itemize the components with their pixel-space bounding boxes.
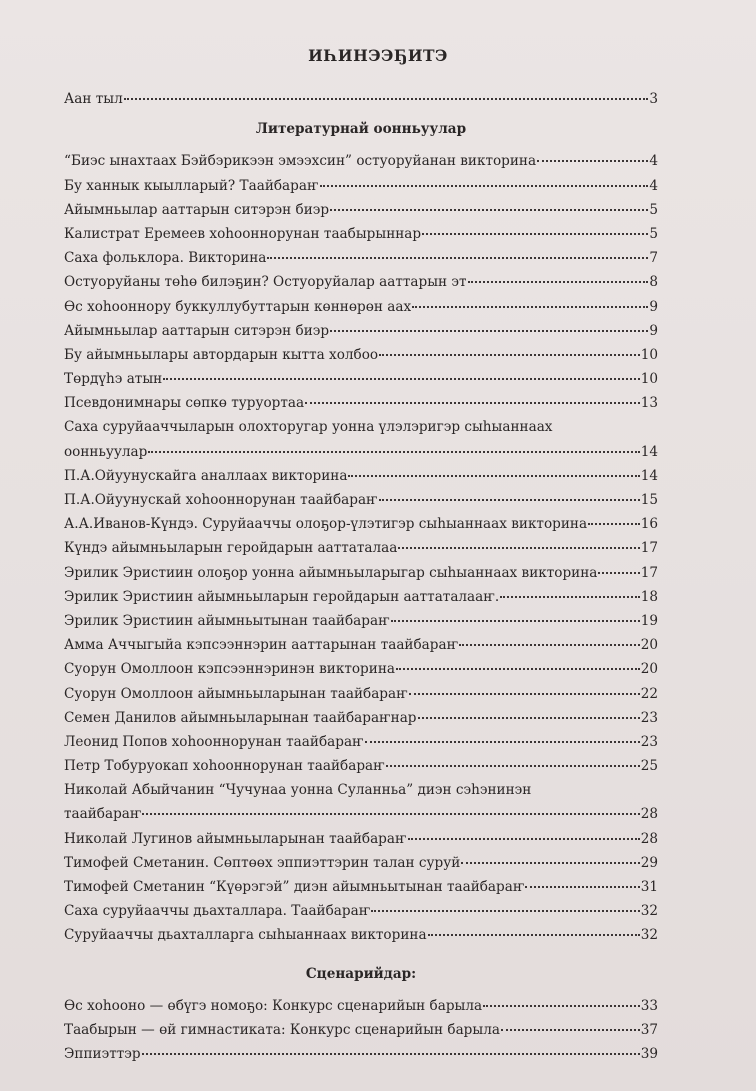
- dot-leader: [386, 765, 640, 767]
- dot-leader: [365, 741, 640, 743]
- toc-entry-page: 13: [640, 395, 658, 412]
- dot-leader: [330, 209, 648, 211]
- dot-leader: [461, 862, 639, 864]
- toc-entry-page: 20: [640, 637, 658, 654]
- toc-entry-page: 9: [649, 298, 658, 315]
- toc-entry-page: 17: [640, 540, 658, 557]
- dot-leader: [408, 838, 640, 840]
- toc-entry-page: 10: [640, 346, 658, 363]
- toc-entry-text: оонньуулар: [64, 443, 148, 460]
- toc-entry-text: Өс хоһооно — өбүгэ номоҕо: Конкурс сценарийын барыла: [64, 997, 483, 1014]
- toc-entry-line1[interactable]: [64, 415, 658, 439]
- dot-leader: [163, 378, 639, 380]
- toc-entry[interactable]: [64, 512, 658, 536]
- toc-entry[interactable]: [64, 851, 658, 875]
- toc-entry-text: Эрилик Эристиин айымньыларын геройдарын ааттаталааҥ.: [64, 588, 500, 605]
- toc-entry-text: Саха фольклора. Викторина: [64, 250, 267, 267]
- toc-entry[interactable]: [64, 222, 658, 246]
- toc-entry-page: 23: [640, 733, 658, 750]
- toc-entry-page: 4: [649, 153, 658, 170]
- section-items: [64, 994, 658, 1067]
- dot-leader: [348, 475, 639, 477]
- toc-entry[interactable]: [64, 319, 658, 343]
- toc-entry[interactable]: [64, 367, 658, 391]
- toc-entry-text: П.А.Ойуунускайга аналлаах викторина: [64, 467, 348, 484]
- toc-entry-text: А.А.Иванов-Күндэ. Суруйааччы олоҕор-үлэтигэр сыһыаннаах викторина: [64, 516, 588, 533]
- dot-leader: [418, 717, 640, 719]
- toc-entry-page: 20: [640, 661, 658, 678]
- toc-entry-text: П.А.Ойуунускай хоһооннорунан таайбараҥ: [64, 492, 378, 508]
- toc-entry-text: Саха суруйааччыларын олохторугар уонна үлэлэригэр сыһыаннаах: [64, 419, 553, 436]
- toc-entry[interactable]: [64, 246, 658, 270]
- page-title: ИҺИНЭЭҔИТЭ: [308, 46, 448, 65]
- dot-leader: [409, 693, 640, 695]
- dot-leader: [483, 1005, 640, 1007]
- toc-entry-text: Суорун Омоллоон кэпсээннэринэн викторина: [64, 661, 395, 678]
- toc-entry-text: Остуоруйаны төһө билэҕин? Остуоруйалар ааттарын эт: [64, 274, 467, 291]
- dot-leader: [142, 1053, 640, 1055]
- toc-entry-page: 25: [640, 758, 658, 775]
- dot-leader: [500, 596, 640, 598]
- toc-entry-text: Эрилик Эристиин айымньытынан таайбараҥ: [64, 612, 390, 629]
- toc-entry[interactable]: [64, 561, 658, 585]
- toc-entry[interactable]: [64, 536, 658, 560]
- dot-leader: [330, 330, 648, 332]
- toc-entry-page: 8: [649, 274, 658, 291]
- toc-entry[interactable]: [64, 174, 658, 198]
- toc-entry-page: 18: [640, 588, 658, 605]
- toc-entry-text: Күндэ айымньыларын геройдарын ааттаталаа: [64, 540, 398, 557]
- toc-entry[interactable]: [64, 1018, 658, 1042]
- section-items: [64, 149, 658, 947]
- table-of-contents: [64, 87, 658, 1066]
- toc-entry[interactable]: [64, 198, 658, 222]
- dot-leader: [379, 499, 640, 501]
- toc-entry[interactable]: [64, 657, 658, 681]
- toc-entry-text: Петр Тобуруокап хоһооннорунан таайбараҥ: [64, 758, 385, 775]
- toc-entry-text: Төрдүһэ атын: [64, 371, 163, 388]
- toc-entry[interactable]: [64, 609, 658, 633]
- toc-entry[interactable]: [64, 464, 658, 488]
- toc-entry-page: 33: [640, 997, 658, 1014]
- dot-leader: [305, 402, 640, 404]
- section-heading: Сценарийдар:: [305, 965, 417, 982]
- toc-entry-text: Айымньылар ааттарын ситэрэн биэр: [64, 201, 330, 218]
- dot-leader: [588, 523, 640, 525]
- dot-leader: [148, 451, 639, 453]
- toc-entry[interactable]: [64, 633, 658, 657]
- toc-entry-text: Тимофей Сметанин “Күөрэгэй” диэн айымньытынан таайбараҥ: [64, 879, 525, 895]
- toc-entry[interactable]: [64, 440, 658, 464]
- toc-entry[interactable]: [64, 488, 658, 512]
- toc-entry-text: Тимофей Сметанин. Сөптөөх эппиэттэрин талан суруй: [64, 854, 461, 871]
- toc-entry-page: 7: [649, 250, 658, 267]
- toc-entry-text: Бу ханнык кыылларый? Таайбараҥ: [64, 177, 319, 194]
- toc-entry-text: Эппиэттэр: [64, 1046, 141, 1063]
- toc-entry-page: 23: [640, 709, 658, 726]
- toc-entry-page: 14: [640, 443, 658, 460]
- toc-entry-page: 19: [640, 612, 658, 629]
- toc-entry[interactable]: [64, 295, 658, 319]
- toc-entry[interactable]: [64, 899, 658, 923]
- toc-entry-page: 37: [640, 1021, 658, 1038]
- toc-entry[interactable]: [64, 682, 658, 706]
- dot-leader: [422, 233, 648, 235]
- dot-leader: [396, 668, 640, 670]
- toc-entry[interactable]: [64, 875, 658, 899]
- toc-entry[interactable]: [64, 585, 658, 609]
- toc-entry[interactable]: [64, 706, 658, 730]
- toc-entry-text: Николай Абыйчанин “Чучунаа уонна Суланньа” диэн сэһэнинэн: [64, 782, 532, 799]
- toc-entry-text: “Биэс ынахтаах Бэйбэрикээн эмээхсин” остуоруйанан викторина: [64, 153, 537, 170]
- dot-leader: [459, 644, 640, 646]
- toc-entry[interactable]: [64, 270, 658, 294]
- toc-entry-text: Аан тыл: [64, 91, 123, 107]
- toc-entry-page: 32: [640, 927, 658, 944]
- toc-entry[interactable]: [64, 923, 658, 947]
- dot-leader: [501, 1029, 640, 1031]
- toc-entry-page: 3: [649, 91, 658, 107]
- toc-entry-page: 17: [640, 564, 658, 581]
- toc-entry-text: Суорун Омоллоон айымньыларынан таайбараҥ: [64, 685, 408, 702]
- toc-entry-page: 5: [649, 201, 658, 218]
- toc-entry-text: Леонид Попов хоһооннорунан таайбараҥ: [64, 733, 364, 750]
- dot-leader: [379, 354, 640, 356]
- dot-leader: [537, 160, 648, 162]
- toc-entry-text: Псевдонимнары сөпкө туруортаа: [64, 395, 305, 412]
- toc-entry-text: Суруйааччы дьахталларга сыһыаннаах викторина: [64, 927, 427, 944]
- section-heading: Литературнай оонньуулар: [255, 121, 467, 138]
- toc-entry[interactable]: [64, 827, 658, 851]
- toc-entry-text: Айымньылар ааттарын ситэрэн биэр: [64, 322, 330, 339]
- toc-entry-page: 5: [649, 225, 658, 242]
- toc-entry-page: 39: [640, 1046, 658, 1063]
- toc-entry[interactable]: [64, 802, 658, 826]
- toc-entry-page: 29: [640, 854, 658, 871]
- dot-leader: [598, 572, 639, 574]
- dot-leader: [267, 257, 648, 259]
- toc-entry-text: Өс хоһооннору буккуллубуттарын көннөрөн аах: [64, 298, 412, 315]
- toc-entry-page: 31: [640, 879, 658, 895]
- toc-entry-text: Николай Лугинов айымньыларынан таайбараҥ: [64, 830, 407, 847]
- toc-entry-intro[interactable]: [64, 87, 658, 111]
- toc-entry-text: Калистрат Еремеев хоһооннорунан таабырыннар: [64, 225, 422, 242]
- toc-entry-text: Семен Данилов айымньыларынан таайбараҥнар: [64, 709, 417, 726]
- dot-leader: [468, 281, 649, 283]
- toc-entry-page: 9: [649, 322, 658, 339]
- toc-entry[interactable]: [64, 149, 658, 173]
- toc-entry[interactable]: [64, 994, 658, 1018]
- toc-entry-text: Таабырын — өй гимнастиката: Конкурс сценарийын барыла: [64, 1021, 500, 1038]
- toc-entry[interactable]: [64, 391, 658, 415]
- dot-leader: [371, 910, 639, 912]
- dot-leader: [428, 934, 640, 936]
- toc-entry-page: 15: [640, 492, 658, 508]
- dot-leader: [412, 306, 648, 308]
- toc-entry-page: 22: [640, 685, 658, 702]
- toc-entry-page: 28: [640, 806, 658, 823]
- toc-entry-page: 32: [640, 903, 658, 920]
- toc-entry-text: Саха суруйааччы дьахталлара. Таайбараҥ: [64, 903, 371, 920]
- toc-entry-text: таайбараҥ: [64, 806, 142, 823]
- dot-leader: [525, 886, 639, 888]
- toc-entry-page: 10: [640, 371, 658, 388]
- toc-entry-page: 14: [640, 467, 658, 484]
- dot-leader: [142, 813, 639, 815]
- toc-entry-text: Эрилик Эристиин олоҕор уонна айымньыларыгар сыһыаннаах викторина: [64, 564, 598, 581]
- dot-leader: [124, 98, 649, 100]
- toc-entry-page: 4: [649, 177, 658, 194]
- dot-leader: [391, 620, 640, 622]
- toc-entry[interactable]: [64, 754, 658, 778]
- toc-entry-page: 28: [640, 830, 658, 847]
- toc-entry[interactable]: [64, 1042, 658, 1066]
- dot-leader: [398, 547, 639, 549]
- toc-entry[interactable]: [64, 730, 658, 754]
- toc-entry-page: 16: [640, 516, 658, 533]
- toc-entry-text: Бу айымньылары автордарын кытта холбоо: [64, 346, 379, 363]
- toc-entry-text: Амма Аччыгыйа кэпсээннэрин ааттарынан таайбараҥ: [64, 637, 459, 654]
- toc-entry[interactable]: [64, 343, 658, 367]
- toc-entry-line1[interactable]: [64, 778, 658, 802]
- dot-leader: [320, 185, 649, 187]
